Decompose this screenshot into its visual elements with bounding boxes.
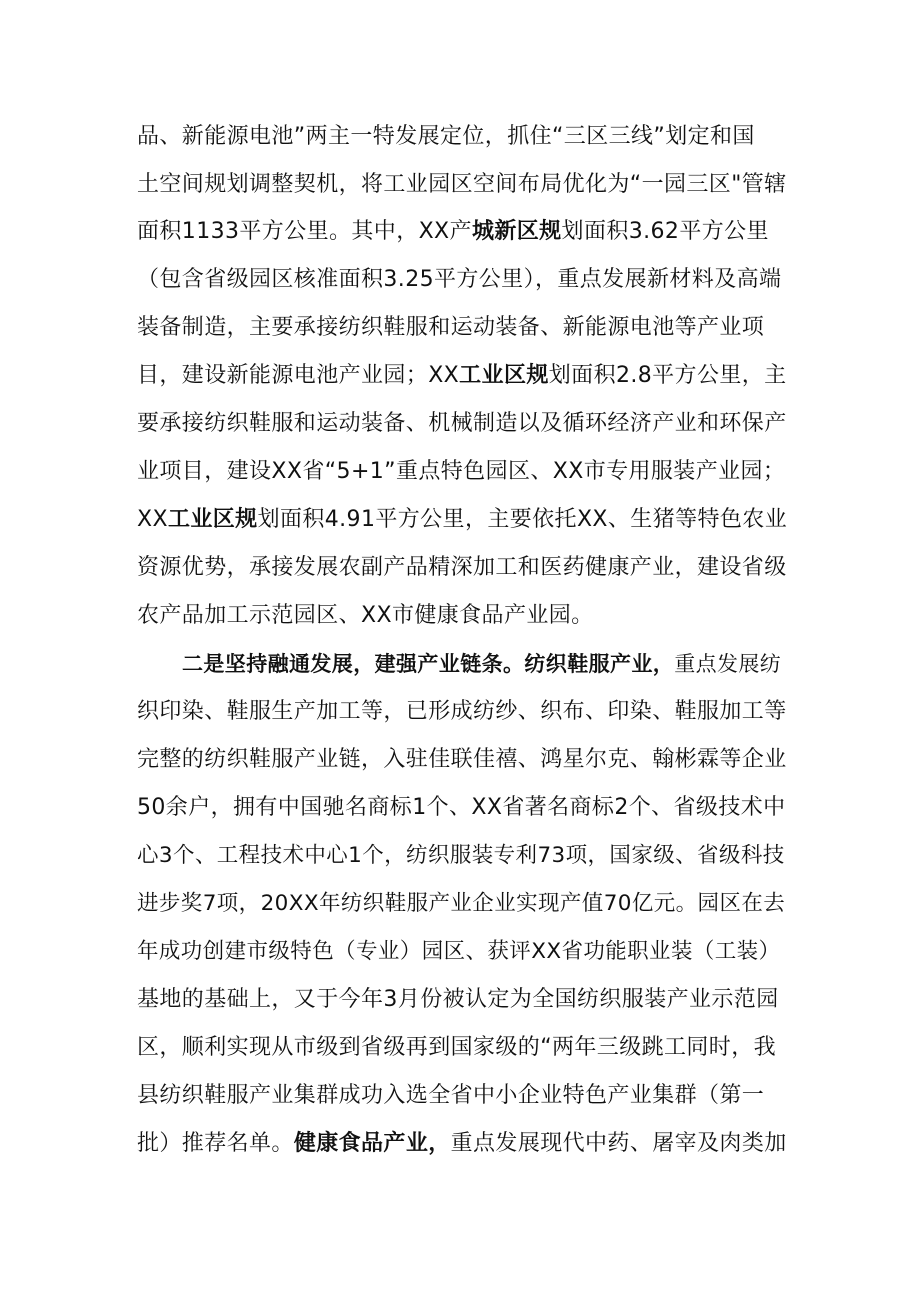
text-line bbox=[137, 793, 790, 823]
text-line bbox=[137, 985, 790, 1015]
text-line bbox=[137, 841, 790, 871]
text-run: 划面积2.8平方公里，主 bbox=[548, 363, 787, 388]
text-line bbox=[182, 649, 790, 679]
text-run: 县纺织鞋服产业集群成功入选全省中小企业特色产业集群（第一 bbox=[137, 1083, 765, 1108]
text-run: XX bbox=[137, 507, 168, 532]
text-line bbox=[137, 505, 790, 535]
text-line bbox=[137, 937, 790, 967]
text-run: 基地的基础上，又于今年3月份被认定为全国纺织服装产业示范园 bbox=[137, 987, 779, 1012]
text-run: 目，建设新能源电池产业园；XX bbox=[137, 363, 460, 388]
text-line bbox=[137, 1081, 790, 1111]
text-run: 50余户，拥有中国驰名商标1个、XX省著名商标2个、省级技术中 bbox=[137, 795, 786, 820]
bold-text-run: 二是坚持融通发展，建强产业链条。纺织鞋服产业， bbox=[182, 652, 675, 676]
text-line bbox=[137, 889, 790, 919]
text-run: 划面积4.91平方公里，主要依托XX、生猪等特色农业 bbox=[257, 507, 788, 532]
bold-text-run: 健康食品产业， bbox=[293, 1131, 451, 1156]
text-line bbox=[137, 409, 790, 439]
text-run: 资源优势，承接发展农副产品精深加工和医药健康产业，建设省级 bbox=[137, 555, 787, 580]
text-line bbox=[137, 601, 790, 631]
text-run: 土空间规划调整契机，将工业园区空间布局优化为“一园三区"管辖 bbox=[137, 172, 787, 197]
text-line bbox=[137, 1033, 790, 1063]
text-run: （包含省级园区核准面积3.25平方公里），重点发展新材料及高端 bbox=[137, 267, 782, 292]
text-line bbox=[137, 313, 790, 343]
text-run: 品、新能源电池”两主一特发展定位，抓住“三区三线”划定和国 bbox=[137, 124, 755, 149]
text-run: 装备制造，主要承接纺织鞋服和运动装备、新能源电池等产业项 bbox=[137, 315, 765, 340]
text-run: 农产品加工示范园区、XX市健康食品产业园。 bbox=[137, 603, 594, 628]
text-line bbox=[137, 697, 790, 727]
text-line bbox=[137, 170, 790, 200]
text-run: 要承接纺织鞋服和运动装备、机械制造以及循环经济产业和环保产 bbox=[137, 411, 787, 436]
text-line bbox=[137, 265, 790, 295]
text-run: 年成功创建市级特色（专业）园区、获评XX省功能职业装（工装） bbox=[137, 939, 781, 964]
text-line bbox=[137, 122, 790, 152]
text-run: 面积1133平方公里。其中，XX产 bbox=[137, 219, 472, 244]
text-run: 业项目，建设XX省“5+1”重点特色园区、XX市专用服装产业园； bbox=[137, 459, 786, 484]
text-line bbox=[137, 553, 790, 583]
text-line bbox=[137, 457, 790, 487]
text-run: 区，顺利实现从市级到省级再到国家级的“两年三级跳工同时，我 bbox=[137, 1035, 776, 1060]
text-run: 批）推荐名单。 bbox=[137, 1131, 294, 1156]
text-run: 进步奖7项，20XX年纺织鞋服产业企业实现产值70亿元。园区在去 bbox=[137, 891, 786, 916]
text-run: 重点发展现代中药、屠宰及肉类加 bbox=[450, 1131, 787, 1156]
bold-text-run: 工业区规 bbox=[459, 363, 549, 388]
bold-text-run: 工业区规 bbox=[167, 507, 258, 532]
text-run: 织印染、鞋服生产加工等，已形成纺纱、织布、印染、鞋服加工等 bbox=[137, 699, 787, 724]
text-run: 心3个、工程技术中心1个，纺织服装专利73项，国家级、省级科技 bbox=[137, 843, 785, 868]
text-line bbox=[137, 361, 790, 391]
text-line bbox=[137, 1129, 790, 1159]
text-run: 重点发展纺 bbox=[674, 652, 782, 676]
text-run: 完整的纺织鞋服产业链，入驻佳联佳禧、鸿星尔克、翰彬霖等企业 bbox=[137, 747, 787, 772]
bold-text-run: 城新区规 bbox=[471, 219, 562, 244]
text-line bbox=[137, 217, 790, 247]
text-run: 划面积3.62平方公里 bbox=[561, 219, 769, 244]
text-line bbox=[137, 745, 790, 775]
